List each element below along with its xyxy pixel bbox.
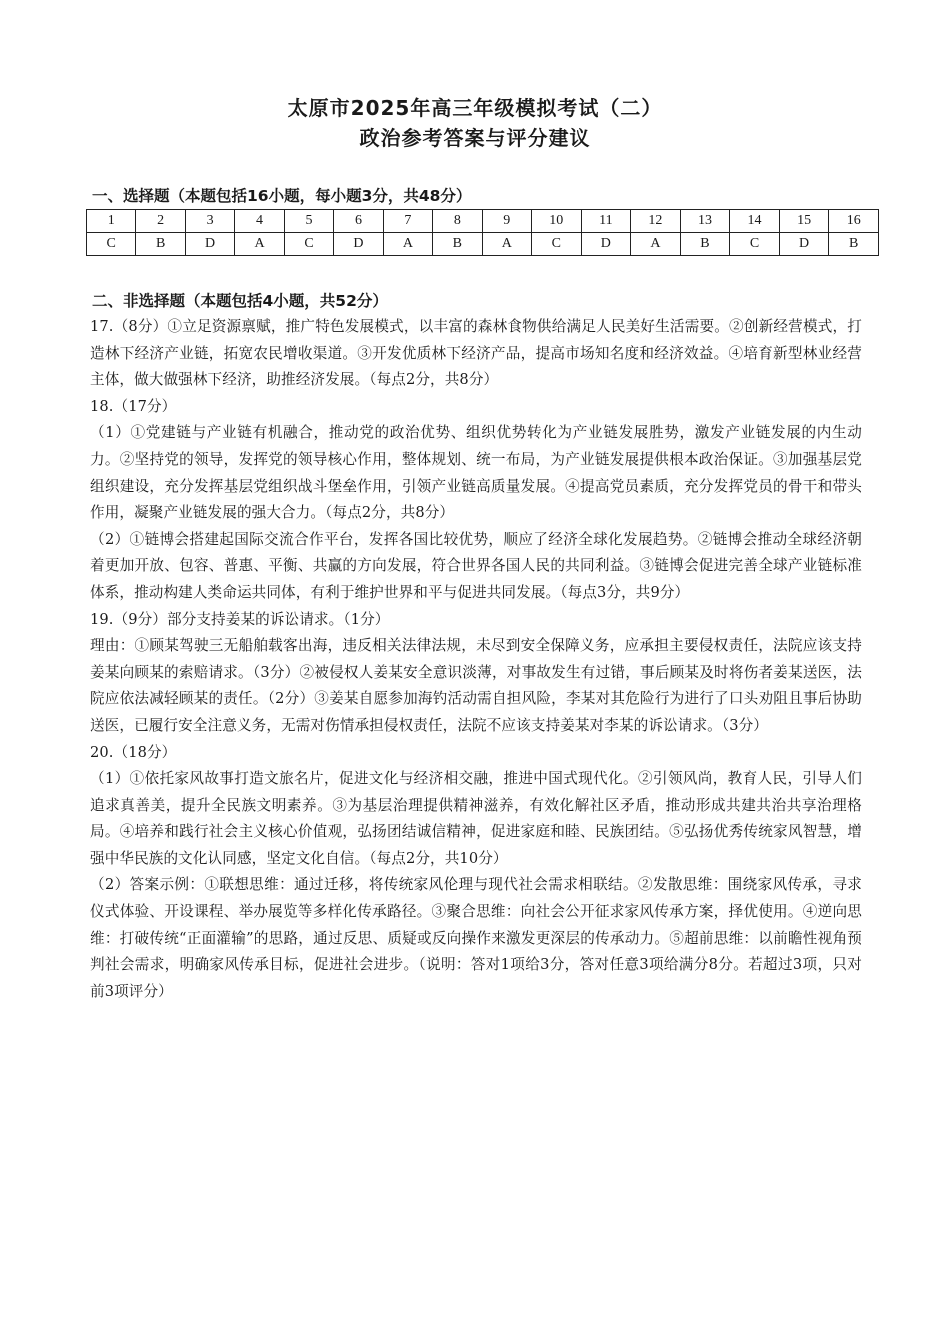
question-number: 2 [136,210,185,233]
question-number: 14 [730,210,780,233]
answer-q20-heading: 20.（18分） [90,743,177,761]
answer-cell: B [433,233,482,256]
answer-q17: 17.（8分）①立足资源禀赋，推广特色发展模式，以丰富的森林食物供给满足人民美好生活需要。②创新经营模式，打造林下经济产业链，拓宽农民增收渠道。③开发优质林下经济产品，提高市场知名度和经济效益。④培育新型林业经营主体，做大做强林下经济，助推经济发展。（每点2分，共8分） [90,318,862,389]
question-number: 16 [829,210,879,233]
answer-cell: D [779,233,829,256]
answer-cell: B [680,233,730,256]
answer-cell: A [383,233,432,256]
answer-cell: C [284,233,333,256]
question-number: 12 [631,210,681,233]
answer-q20-part2: （2）答案示例：①联想思维：通过迁移，将传统家风伦理与现代社会需求相联结。②发散思维：围绕家风传承，寻求仪式体验、开设课程、举办展览等多样化传承路径。③聚合思维：向社会公开征求家风传承方案，择优使用。④逆向思维：打破传统“正面灌输”的思路，通过反思、质疑或反向操作来激发更深层的传承动力。⑤超前思维：以前瞻性视角预判社会需求，明确家风传承目标，促进社会进步。（说明：答对1项给3分，答对任意3项给满分8分。若超过3项，只对前3项评分） [90,876,862,1000]
question-number: 5 [284,210,333,233]
question-number: 11 [581,210,631,233]
answer-cell: A [235,233,284,256]
question-number: 15 [779,210,829,233]
answer-q18-part1: （1）①党建链与产业链有机融合，推动党的政治优势、组织优势转化为产业链发展胜势，激发产业链发展的内生动力。②坚持党的领导，发挥党的领导核心作用，整体规划、统一布局，为产业链发展提供根本政治保证。③加强基层党组织建设，充分发挥基层党组织战斗堡垒作用，引领产业链高质量发展。④提高党员素质，充分发挥党员的骨干和带头作用，凝聚产业链发展的强大合力。（每点2分，共8分） [90,424,862,522]
answer-cell: C [730,233,780,256]
section-2-heading: 二、非选择题（本题包括4小题，共52分） [92,292,388,310]
answer-cell: A [482,233,531,256]
answer-q18-part2: （2）①链博会搭建起国际交流合作平台，发挥各国比较优势，顺应了经济全球化发展趋势。②链博会推动全球经济朝着更加开放、包容、普惠、平衡、共赢的方向发展，符合世界各国人民的共同利益。③链博会促进完善全球产业链标准体系，推动构建人类命运共同体，有利于维护世界和平与促进共同发展。（每点3分，共9分） [90,530,862,601]
answer-cell: D [334,233,383,256]
answer-body [90,314,862,1005]
question-number: 9 [482,210,531,233]
answer-cell: C [87,233,136,256]
answer-cell: C [532,233,582,256]
answer-cell: B [829,233,879,256]
answer-q19-heading: 19.（9分）部分支持姜某的诉讼请求。（1分） [90,610,390,628]
question-number: 13 [680,210,730,233]
answer-q19-reasons: 理由：①顾某驾驶三无船舶载客出海，违反相关法律法规，未尽到安全保障义务，应承担主要侵权责任，法院应该支持姜某向顾某的索赔请求。（3分）②被侵权人姜某安全意识淡薄，对事故发生有过错，事后顾某及时将伤者姜某送医，法院应依法减轻顾某的责任。（2分）③姜某自愿参加海钓活动需自担风险，李某对其危险行为进行了口头劝阻且事后协助送医，已履行安全注意义务，无需对伤情承担侵权责任，法院不应该支持姜某对李某的诉讼请求。（3分） [90,637,862,734]
document-title: 太原市2025年高三年级模拟考试（二） [287,96,663,120]
question-number: 8 [433,210,482,233]
answer-cell: D [581,233,631,256]
question-number: 7 [383,210,432,233]
document-subtitle: 政治参考答案与评分建议 [359,126,591,150]
section-1-heading: 一、选择题（本题包括16小题，每小题3分，共48分） [92,187,472,205]
answer-cell: A [631,233,681,256]
answer-q18-heading: 18.（17分） [90,397,177,415]
question-number: 4 [235,210,284,233]
question-number: 3 [185,210,234,233]
question-number: 1 [87,210,136,233]
question-number: 6 [334,210,383,233]
answer-cell: B [136,233,185,256]
question-number: 10 [532,210,582,233]
answer-q20-part1: （1）①依托家风故事打造文旅名片，促进文化与经济相交融，推进中国式现代化。②引领风尚，教育人民，引导人们追求真善美，提升全民族文明素养。③为基层治理提供精神滋养，有效化解社区矛盾，推动形成共建共治共享治理格局。④培养和践行社会主义核心价值观，弘扬团结诚信精神，促进家庭和睦、民族团结。⑤弘扬优秀传统家风智慧，增强中华民族的文化认同感，坚定文化自信。（每点2分，共10分） [90,770,862,867]
answer-row [87,233,879,256]
multiple-choice-answer-table [86,209,879,256]
answer-cell: D [185,233,234,256]
question-number-row [87,210,879,233]
